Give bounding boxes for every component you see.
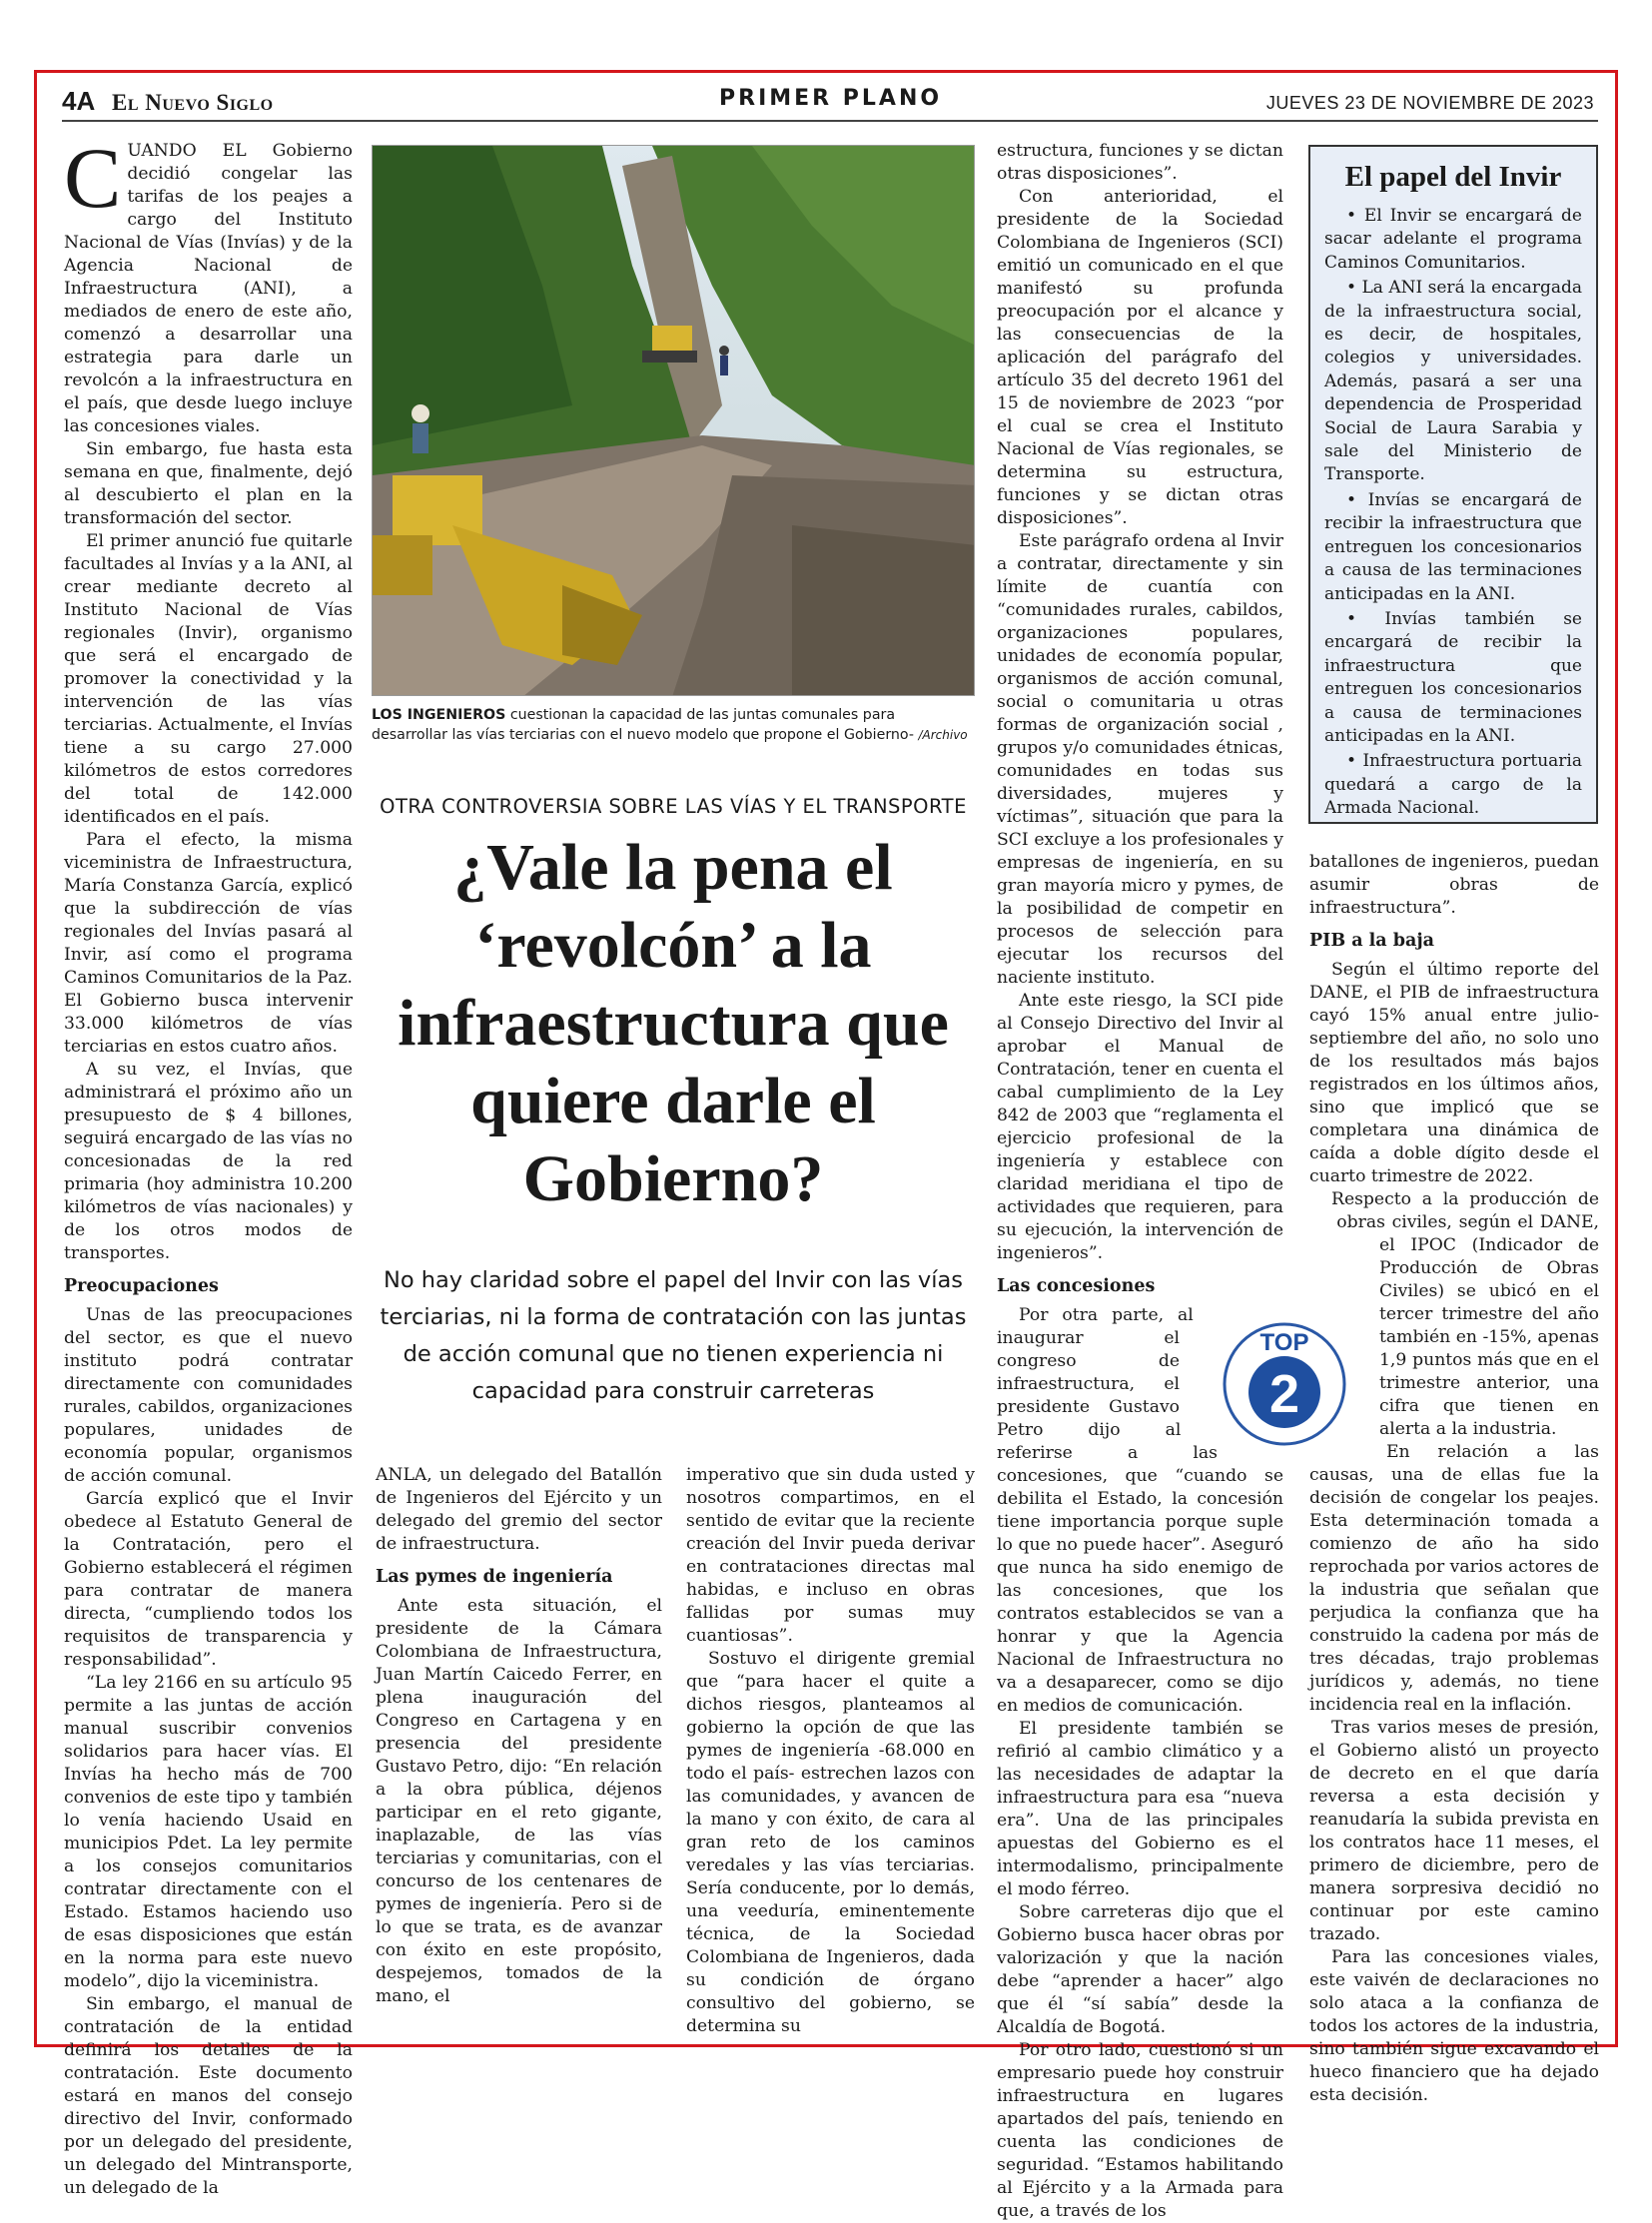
paragraph: Respecto a la producción de obras civiles, según el DANE, el IPOC (Indicador de Producción de Obras Civiles) se ubicó en el tercer trimestre del año también en -15%, apenas 1,9 puntos más que en el trimestre anterior, una cifra que tienen en alerta a la industria. [1331,1189,1599,1439]
article-column-1 [64,130,353,2198]
paragraph: Por otro lado, cuestionó si un empresario puede hoy construir infraestructura en lugares apartados del país, teniendo en cuenta las condiciones de seguridad. “Estamos habilitando al Ejército y a la Armada para que, a través de los [997,2040,1283,2221]
headline: ¿Vale la pena el ‘revolcón’ a la infraestructura que quiere darle el Gobierno? [398,831,949,1215]
article-column-4 [997,140,1283,2221]
section-title: PRIMER PLANO [719,86,943,111]
paragraph: Sostuvo el dirigente gremial que “para hacer el quite a dichos riesgos, planteamos al gobierno la opción de que las pymes de ingeniería -68.000 en todo el país- estrechen lazos con las comunidades, y avancen de la mano y con éxito, de cara al gran reto de los caminos veredales y las vías terciarias. Sería conducente, por lo demás, una veeduría, eminentemente técnica, de la Sociedad Colombiana de Ingenieros, dada su condición de órgano consultivo del gobierno, se determina su [686,1649,975,2036]
sidebar-item: • Invías se encargará de recibir la infraestructura que entreguen los concesionarios a causa de las terminaciones anticipadas en la ANI. [1324,489,1582,604]
paragraph: Este parágrafo ordena al Invir a contratar, directamente y sin límite de cuantía con “comunidades rurales, cabildos, organizaciones populares, unidades de economía popular, organismos de acción comunal, social o comunitaria u otras formas de organización social , grupos y/o comunidades étnicas, comunidades en todas sus diversidades, mujeres y víctimas”, situación que para la SCI excluye a los profesionales y empresas de ingeniería, en su gran mayoría micro y pymes, de la posibilidad de competir en procesos de selección para ejecutar los recursos del naciente instituto. [997,531,1283,988]
article-column-5 [1309,851,1599,2105]
sidebar-item: • Invías también se encargará de recibir la infraestructura que entreguen los concesionarios a causa de terminaciones anticipadas en la ANI. [1324,608,1582,746]
paragraph: A su vez, el Invías, que administrará el próximo año un presupuesto de $ 4 billones, seguirá encargado de las vías no concesionadas de la red primaria (hoy administra 10.200 kilómetros de vías nacionales) y de los otros modos de transportes. [64,1060,353,1263]
subheading: Las pymes de ingeniería [376,1567,613,1587]
paragraph: El primer anunció fue quitarle facultades al Invías y a la ANI, al crear mediante decreto al Instituto Nacional de Vías regionales (Invir), organismo que será el encargado de promover la conectividad y la intervención de las vías terciarias. Actualmente, el Invías tiene a su cargo 27.000 kilómetros de estos corredores del total de 142.000 identificados en el país. [64,531,353,827]
badge-word: TOP [1259,1329,1309,1356]
paragraph: ANLA, un delegado del Batallón de Ingenieros del Ejército y un delegado del gremio del sector de infraestructura. [376,1465,662,1554]
sidebar-title: El papel del Invir [1344,161,1562,193]
paragraph: Con anterioridad, el presidente de la Sociedad Colombiana de Ingenieros (SCI) emitió un comunicado en el que manifestó su profunda preocupación por el alcance y las consecuencias de la aplicación del parágrafo del artículo 35 del decreto 1961 del 15 de noviembre de 2023 “por el cual se crea el Instituto Nacional de Vías regionales, se determina su estructura, funciones y se dictan otras disposiciones”. [997,187,1283,528]
paragraph: Según el último reporte del DANE, el PIB de infraestructura cayó 15% anual entre julio-septiembre del año, no solo uno de los resultados más bajos registrados en los últimos años, sino que implicó que se completara una dinámica de caída a doble dígito desde el cuarto trimestre de 2022. [1309,960,1599,1186]
paragraph: batallones de ingenieros, puedan asumir obras de infraestructura”. [1309,852,1599,918]
subheading: PIB a la baja [1309,931,1434,951]
article-column-3 [686,1464,975,2036]
paragraph: Sin embargo, fue hasta esta semana en que, finalmente, dejó al descubierto el plan en la transformación del sector. [64,439,353,528]
badge-number: 2 [1268,1364,1300,1424]
paragraph: Sin embargo, el manual de contratación de la entidad definirá los detalles de la contratación. Este documento estará en manos del consejo directivo del Invir, conformado por un delegado del presidente, un delegado del Mintransporte, un delegado de la [64,1994,353,2198]
landslide-illustration [373,146,975,696]
sidebar-item: • La ANI será la encargada de la infraestructura social, es decir, de hospitales, colegios y universidades. Además, pasará a ser una dependencia de Prosperidad Social de Laura Sarabia y sale del Ministerio de Transporte. [1324,278,1582,485]
sidebar-item: • El Invir se encargará de sacar adelante el programa Caminos Comunitarios. [1324,206,1582,273]
paragraph: Por otra parte, al inaugurar el congreso de infraestructura, el presidente Gustavo Petro dijo al referirse a las concesiones, que “cuando se debilita el Estado, la concesión tiene importancia porque suple lo que no puede hacer”. Aseguró que nunca ha sido enemigo de las concesiones, que los contratos establecidos se van a honrar y que la Agencia Nacional de Infraestructura no va a desaparecer, como se dijo en medios de comunicación. [997,1305,1283,1716]
paragraph: El presidente también se refirió al cambio climático y a las necesidades de adaptar la infraestructura para esa “nueva era”. Una de las principales apuestas del Gobierno es el intermodalismo, principalmente el modo férreo. [997,1719,1283,1899]
paragraph: Ante este riesgo, la SCI pide al Consejo Directivo del Invir al aprobar el Manual de Contratación, tener en cuenta el cabal cumplimiento de la Ley 842 de 2003 que “reglamenta el ejercicio profesional de la ingeniería y establece con claridad meridiana el tipo de actividades que requieren, para su ejecución, la intervención de ingenieros”. [997,991,1283,1263]
caption-text: cuestionan la capacidad de las juntas comunales para desarrollar las vías terciarias con el nuevo modelo que propone el Gobierno- [372,707,914,743]
article-column-2 [376,1464,662,2006]
subheading: Las concesiones [997,1276,1156,1296]
drop-cap: C [64,130,122,226]
subheadline: No hay claridad sobre el papel del Invir con las vías terciarias, ni la forma de contratación con las juntas de acción comunal que no tienen experiencia ni capacidad para construir carreteras [380,1267,967,1404]
newspaper-name: El Nuevo Siglo [112,90,274,115]
paragraph: Ante esta situación, el presidente de la Cámara Colombiana de Infraestructura, Juan Martín Caicedo Ferrer, en plena inauguración del Congreso en Cartagena y en presencia del presidente Gustavo Petro, dijo: “En relación a la obra pública, déjenos participar en el reto gigante, inaplazable, de las vías terciarias y comunitarias, con el concurso de los centenares de pymes de ingeniería. Pero si de lo que se trata, es de avanzar con éxito en este propósito, despejemos, tomados de la mano, el [376,1596,662,2006]
paragraph: En relación a las causas, una de ellas fue la decisión de congelar los peajes. Esta determinación tomada a comienzo de año ha sido reprochada por varios actores de la industria que señalan que perjudica la confianza que ha construido la cadena por más de tres décadas, trajo problemas jurídicos y, además, no tiene incidencia real en la inflación. [1309,1442,1599,1715]
photo-caption [372,705,975,745]
paragraph: imperativo que sin duda usted y nosotros compartimos, en el sentido de evitar que la reciente creación del Invir pueda derivar en contrataciones directas mal habidas, e incluso en obras fallidas por sumas muy cuantiosas”. [686,1465,975,1646]
photo-credit: /Archivo [918,728,968,742]
issue-date: JUEVES 23 DE NOVIEMBRE DE 2023 [1265,93,1594,113]
landslide-photo [372,145,975,696]
paragraph: García explicó que el Invir obedece al Estatuto General de la Contratación, pero el Gobierno establecerá el régimen para contratar de manera directa, “cumpliendo todos los requisitos de transparencia y responsabilidad”. [64,1489,353,1670]
paragraph: “La ley 2166 en su artículo 95 permite a las juntas de acción manual suscribir convenios solidarios para hacer vías. El Invías ha hecho más de 700 convenios de este tipo y también lo venía haciendo Usaid en municipios Pdet. La ley permite a los consejos comunitarios contratar directamente con el Estado. Estamos haciendo uso de esas disposiciones que están en la norma para este nuevo modelo”, dijo la viceministra. [64,1673,353,1991]
caption-lead: LOS INGENIEROS [372,707,506,723]
sidebar-box [1308,145,1598,824]
sidebar-item: • Infraestructura portuaria quedará a cargo de la Armada Nacional. [1324,751,1582,819]
paragraph: Para el efecto, la misma viceministra de Infraestructura, María Constanza García, explicó que la subdirección de vías regionales del Invías pasará al Invir, así como el programa Caminos Comunitarios de la Paz. El Gobierno busca intervenir 33.000 kilómetros de vías terciarias en estos cuatro años. [64,830,353,1057]
paragraph: Tras varios meses de presión, el Gobierno alistó un proyecto de decreto en el que daría reversa a esta decisión y reanudaría la subida prevista en los contratos hace 11 meses, el primero de diciembre, pero de manera sorpresiva decidió no continuar por este camino trazado. [1309,1718,1599,1944]
paragraph: Unas de las preocupaciones del sector, es que el nuevo instituto podrá contratar directamente con comunidades rurales, cabildos, organizaciones populares, unidades de economía popular, organismos de acción comunal. [64,1305,353,1486]
header-rule [62,120,1598,122]
page-number: 4A [62,86,96,116]
paragraph: Para las concesiones viales, este vaivén de declaraciones no solo ataca a la confianza de todos los actores de la industria, sino también sigue excavando el hueco financiero que ha dejado esta decisión. [1309,1947,1599,2105]
subheading: Preocupaciones [64,1276,219,1296]
kicker: OTRA CONTROVERSIA SOBRE LAS VÍAS Y EL TRANSPORTE [380,795,967,818]
paragraph: Sobre carreteras dijo que el Gobierno busca hacer obras por valorización y que la nación debe “aprender a hacer” algo que él “sí sabía” desde la Alcaldía de Bogotá. [997,1902,1283,2037]
top-2-badge [1221,1320,1348,1448]
lead-paragraph: CUANDO EL Gobierno decidió congelar las tarifas de los peajes a cargo del Instituto Nacional de Vías (Invías) y de la Agencia Nacional de Infraestructura (ANI), a mediados de enero de este año, comenzó a desarrollar una estrategia para darle un revolcón a la infraestructura en el país, que desde luego incluye las concesiones viales. [64,130,353,436]
paragraph: estructura, funciones y se dictan otras disposiciones”. [997,141,1283,184]
